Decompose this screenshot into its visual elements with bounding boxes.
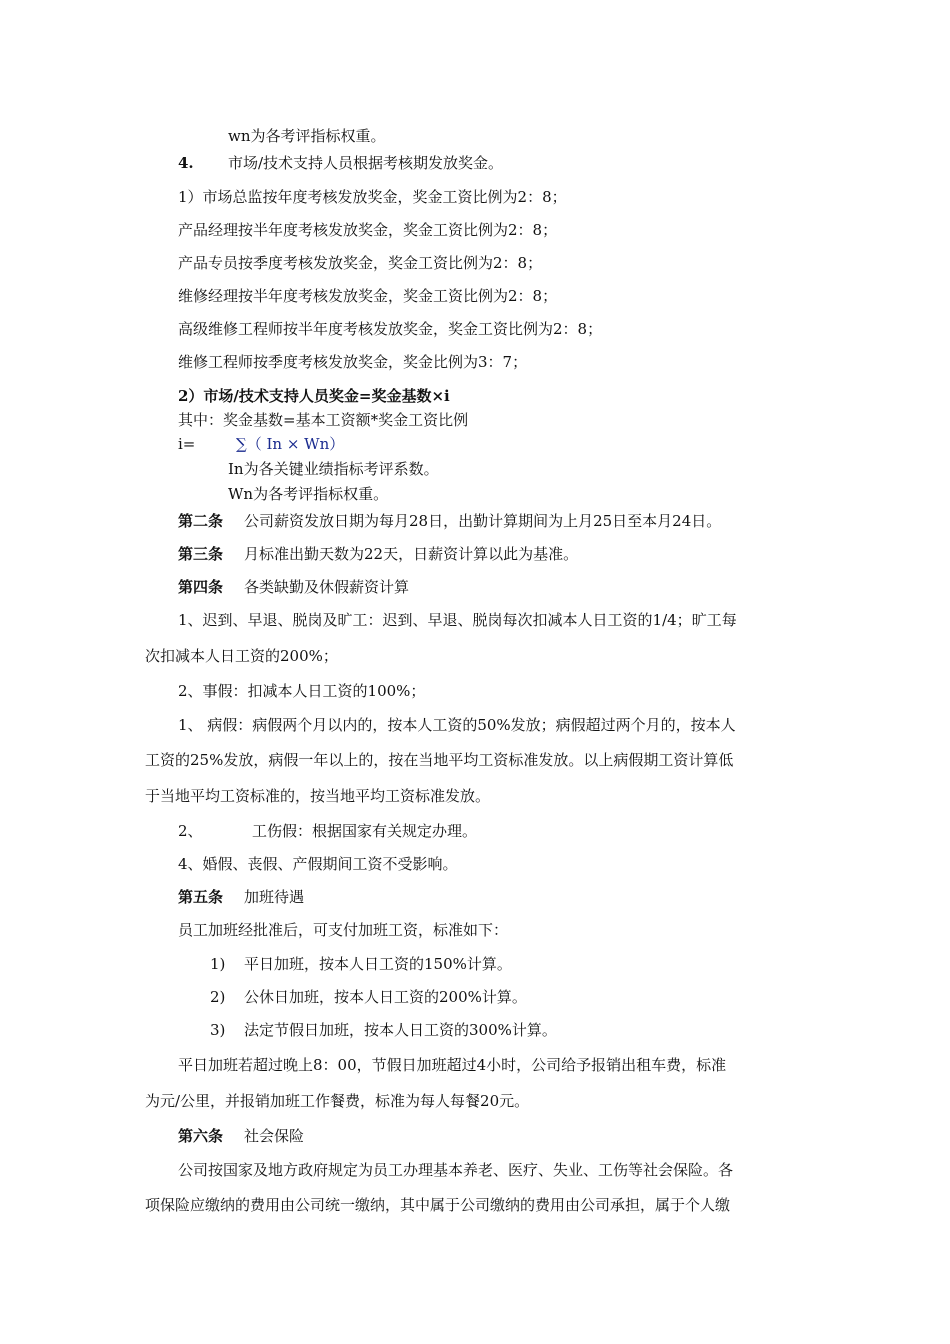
list-item [210, 1020, 557, 1040]
formula-heading: 2）市场/技术支持人员奖金=奖金基数×i [178, 387, 450, 405]
paragraph: 其中：奖金基数=基本工资额*奖金工资比例 [178, 411, 469, 429]
article-text: 月标准出勤天数为22天，日薪资计算以此为基准。 [244, 545, 579, 563]
list-text: 平日加班，按本人日工资的150%计算。 [244, 955, 512, 973]
paragraph: 1、 病假：病假两个月以内的，按本人工资的50%发放；病假超过两个月的，按本人 [178, 716, 736, 734]
list-number: 2、 [178, 822, 203, 840]
article [178, 887, 304, 907]
list-item [178, 153, 503, 173]
paragraph: Wn为各考评指标权重。 [228, 485, 389, 503]
paragraph: 员工加班经批准后，可支付加班工资，标准如下： [178, 921, 509, 939]
article [178, 1126, 304, 1146]
article-heading: 第四条 [178, 578, 224, 596]
article-text: 各类缺勤及休假薪资计算 [244, 578, 410, 596]
paragraph: 项保险应缴纳的费用由公司统一缴纳，其中属于公司缴纳的费用由公司承担，属于个人缴 [145, 1196, 731, 1214]
paragraph: 平日加班若超过晚上8：00，节假日加班超过4小时，公司给予报销出租车费，标准 [178, 1056, 727, 1074]
paragraph: 1）市场总监按年度考核发放奖金，奖金工资比例为2：8； [178, 188, 567, 206]
paragraph: 工资的25%发放，病假一年以上的，按在当地平均工资标准发放。以上病假期工资计算低 [145, 751, 734, 769]
article-heading: 第三条 [178, 545, 224, 563]
list-number: 1) [210, 955, 226, 973]
article-heading: 第二条 [178, 512, 224, 530]
list-item [210, 954, 512, 974]
article-text: 社会保险 [244, 1127, 305, 1145]
list-number: 2) [210, 988, 226, 1006]
article [178, 577, 409, 597]
paragraph: 2、事假：扣减本人日工资的100%； [178, 682, 426, 700]
list-text: 公休日加班，按本人日工资的200%计算。 [244, 988, 527, 1006]
list-text: 法定节假日加班，按本人日工资的300%计算。 [244, 1021, 557, 1039]
article-heading: 第六条 [178, 1127, 224, 1145]
article [178, 544, 578, 564]
paragraph: 产品经理按半年度考核发放奖金，奖金工资比例为2：8； [178, 221, 558, 239]
list-number: 3) [210, 1021, 226, 1039]
list-item [210, 987, 527, 1007]
paragraph: 公司按国家及地方政府规定为员工办理基本养老、医疗、失业、工伤等社会保险。各 [178, 1161, 734, 1179]
list-item [178, 821, 477, 841]
paragraph: 高级维修工程师按半年度考核发放奖金，奖金工资比例为2：8； [178, 320, 603, 338]
paragraph: 4、婚假、丧假、产假期间工资不受影响。 [178, 855, 458, 873]
formula-label: i= [178, 435, 196, 453]
paragraph: 1、迟到、早退、脱岗及旷工：迟到、早退、脱岗每次扣减本人日工资的1/4；旷工每 [178, 611, 737, 629]
paragraph: 维修经理按半年度考核发放奖金，奖金工资比例为2：8； [178, 287, 558, 305]
paragraph: 为元/公里，并报销加班工作餐费，标准为每人每餐20元。 [145, 1092, 530, 1110]
paragraph: 产品专员按季度考核发放奖金，奖金工资比例为2：8； [178, 254, 543, 272]
paragraph: In为各关键业绩指标考评系数。 [228, 460, 439, 478]
list-text: 市场/技术支持人员根据考核期发放奖金。 [228, 154, 504, 172]
paragraph: 次扣减本人日工资的200%； [145, 647, 338, 665]
paragraph: 于当地平均工资标准的，按当地平均工资标准发放。 [145, 787, 491, 805]
formula-expression: ∑（ In × Wn） [236, 435, 345, 453]
paragraph: 维修工程师按季度考核发放奖金，奖金比例为3：7； [178, 353, 528, 371]
article-text: 加班待遇 [244, 888, 305, 906]
list-text: 工伤假：根据国家有关规定办理。 [252, 822, 478, 840]
formula-line [178, 434, 344, 454]
paragraph: wn为各考评指标权重。 [228, 127, 386, 145]
article-text: 公司薪资发放日期为每月28日，出勤计算期间为上月25日至本月24日。 [244, 512, 722, 530]
article [178, 511, 721, 531]
article-heading: 第五条 [178, 888, 224, 906]
list-number: 4. [178, 154, 194, 172]
